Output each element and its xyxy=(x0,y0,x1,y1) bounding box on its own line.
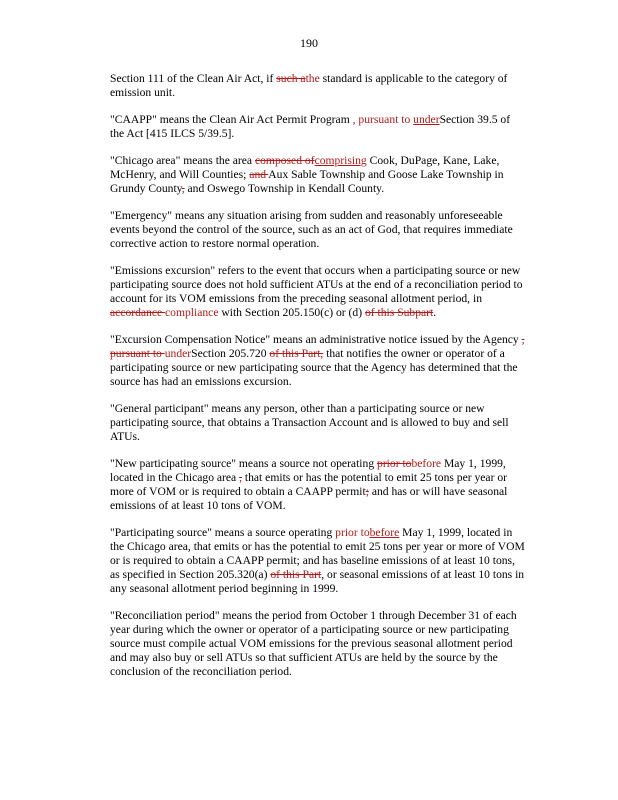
text-line xyxy=(110,526,540,540)
deleted-text: of this Part, xyxy=(269,347,324,360)
text-run: participating source, that obtains a Transaction Account and is allowed to buy and sell xyxy=(110,416,509,429)
text-run: "Emergency" means any situation arising from sudden and reasonably unforeseeable xyxy=(110,209,503,222)
inserted-text-underlined: comprising xyxy=(314,154,367,167)
text-line xyxy=(110,113,540,127)
text-line xyxy=(110,86,540,100)
text-line xyxy=(110,347,540,361)
text-line xyxy=(110,416,540,430)
text-run: the Chicago area, that emits or has the potential to emit 25 tons per year or more of VOM xyxy=(110,540,525,553)
text-line xyxy=(110,554,540,568)
text-run: ATUs. xyxy=(110,430,140,443)
deleted-text: , xyxy=(521,333,525,346)
text-run: and has or will have seasonal xyxy=(368,485,508,498)
document-body xyxy=(110,72,540,692)
inserted-text: prior to xyxy=(335,526,370,539)
text-run: "Reconciliation period" means the period from October 1 through December 31 of each xyxy=(110,609,517,622)
text-run: with Section 205.150(c) or (d) xyxy=(218,306,365,319)
text-run: "Emissions excursion" refers to the event that occurs when a participating source or new xyxy=(110,264,521,277)
text-run: emissions of at least 10 tons of VOM. xyxy=(110,499,286,512)
inserted-text-underlined: under xyxy=(413,113,440,126)
page-number: 190 xyxy=(300,36,318,50)
inserted-text: before xyxy=(411,457,442,470)
text-line xyxy=(110,485,540,499)
text-run: . xyxy=(433,306,437,319)
text-run: "Participating source" means a source operating xyxy=(110,526,336,539)
deleted-text: prior to xyxy=(377,457,412,470)
text-line xyxy=(110,540,540,554)
deleted-text: such a xyxy=(276,72,306,85)
deleted-text: , xyxy=(239,471,242,484)
text-run: Cook, DuPage, Kane, Lake, xyxy=(366,154,500,167)
text-line xyxy=(110,637,540,651)
para-emissions-excursion xyxy=(110,264,540,320)
deleted-text: of this Subpart xyxy=(364,306,434,319)
deleted-text: and xyxy=(249,168,269,181)
text-line xyxy=(110,223,540,237)
text-run: May 1, 1999, located in xyxy=(399,526,513,539)
text-run: "Excursion Compensation Notice" means an administrative notice issued by the Agency xyxy=(110,333,522,346)
text-line xyxy=(110,623,540,637)
text-run: Section 39.5 of xyxy=(439,113,511,126)
text-run: "Chicago area" means the area xyxy=(110,154,255,167)
text-run: more of VOM or is required to obtain a CAAPP permit xyxy=(110,485,366,498)
deleted-text: of this Part xyxy=(270,568,322,581)
text-line xyxy=(110,127,540,141)
text-run: standard is applicable to the category of xyxy=(319,72,508,85)
text-line xyxy=(110,264,540,278)
text-run: year during which the owner or operator of a participating source or new participating xyxy=(110,623,509,636)
text-run: any seasonal allotment period beginning in 1999. xyxy=(110,582,339,595)
text-run: participating source or new participating source that the Agency has determined that the xyxy=(110,361,518,374)
inserted-text: under xyxy=(164,347,192,360)
para-participating-source xyxy=(110,526,540,596)
text-line xyxy=(110,665,540,679)
inserted-text: compliance xyxy=(165,306,219,319)
para-general-participant xyxy=(110,402,540,444)
text-run: Section 111 of the Clean Air Act, if xyxy=(110,72,277,85)
text-run: "General participant" means any person, other than a participating source or new xyxy=(110,402,485,415)
text-line xyxy=(110,278,540,292)
text-run: and Oswego Township in Kendall County. xyxy=(184,182,385,195)
deleted-text: ; xyxy=(365,485,369,498)
text-line xyxy=(110,568,540,582)
text-line xyxy=(110,72,540,86)
text-line xyxy=(110,209,540,223)
inserted-text-underlined: before xyxy=(369,526,400,539)
text-line xyxy=(110,375,540,389)
text-line xyxy=(110,333,540,347)
para-excursion-compensation-notice xyxy=(110,333,540,389)
text-run: or is required to obtain a CAAPP permit; and has baseline emissions of at least 10 tons, xyxy=(110,554,515,567)
text-line xyxy=(110,609,540,623)
text-run: emission unit. xyxy=(110,86,176,99)
text-run: located in the Chicago area xyxy=(110,471,240,484)
text-run: "New participating source" means a source not operating xyxy=(110,457,378,470)
para-chicago-area xyxy=(110,154,540,196)
text-run: as specified in Section 205.320(a) xyxy=(110,568,271,581)
text-run: Grundy County xyxy=(110,182,182,195)
text-run: source must compile actual VOM emissions for the previous seasonal allotment period xyxy=(110,637,513,650)
text-run: , or seasonal emissions of at least 10 tons in xyxy=(321,568,525,581)
text-line xyxy=(110,457,540,471)
text-run: source has had an emissions excursion. xyxy=(110,375,292,388)
text-run: the Act [415 ILCS 5/39.5]. xyxy=(110,127,235,140)
text-run: McHenry, and Will Counties; xyxy=(110,168,250,181)
inserted-text: the xyxy=(305,72,320,85)
para-section-111 xyxy=(110,72,540,100)
deleted-text: , xyxy=(181,182,185,195)
deleted-text: pursuant to xyxy=(110,347,165,360)
text-run: corrective action to restore normal operation. xyxy=(110,237,320,250)
text-run: and may also buy or sell ATUs so that sufficient ATUs are held by the source by the xyxy=(110,651,498,664)
inserted-text: , pursuant to xyxy=(349,113,414,126)
text-line xyxy=(110,499,540,513)
deleted-text: accordance xyxy=(110,306,166,319)
text-line xyxy=(110,651,540,665)
text-line xyxy=(110,402,540,416)
text-line xyxy=(110,168,540,182)
text-run: "CAAPP" means the Clean Air Act Permit Program xyxy=(110,113,350,126)
text-line xyxy=(110,154,540,168)
text-line xyxy=(110,306,540,320)
text-run: Aux Sable Township and Goose Lake Township in xyxy=(268,168,504,181)
text-run: conclusion of the reconciliation period. xyxy=(110,665,292,678)
para-new-participating-source xyxy=(110,457,540,513)
para-reconciliation-period xyxy=(110,609,540,679)
deleted-text: composed of xyxy=(254,154,315,167)
text-run: events beyond the control of the source, such as an act of God, that requires immediate xyxy=(110,223,513,236)
text-line xyxy=(110,582,540,596)
text-line xyxy=(110,471,540,485)
text-run: that notifies the owner or operator of a xyxy=(323,347,505,360)
text-line xyxy=(110,430,540,444)
text-run: participating source does not hold sufficient ATUs at the end of a reconciliation period to xyxy=(110,278,523,291)
text-line xyxy=(110,237,540,251)
text-line xyxy=(110,361,540,375)
text-run: May 1, 1999, xyxy=(441,457,506,470)
text-run: Section 205.720 xyxy=(191,347,270,360)
text-run: that emits or has the potential to emit 25 tons per year or xyxy=(242,471,507,484)
text-line xyxy=(110,182,540,196)
para-emergency xyxy=(110,209,540,251)
text-run: account for its VOM emissions from the preceding seasonal allotment period, in xyxy=(110,292,482,305)
text-line xyxy=(110,292,540,306)
para-caapp xyxy=(110,113,540,141)
